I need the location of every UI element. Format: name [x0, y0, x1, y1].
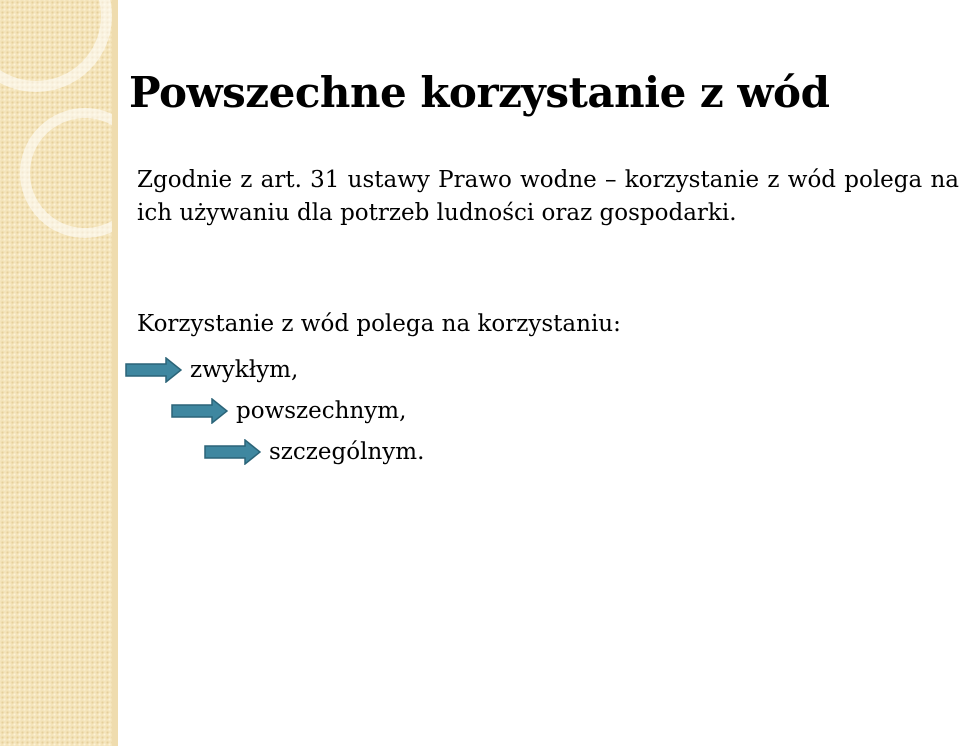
decorative-ring: [20, 108, 118, 238]
list-item-common: [171, 396, 406, 426]
list-heading: Korzystanie z wód polega na korzystaniu:: [137, 311, 621, 337]
list-item-label: szczególnym.: [269, 439, 425, 465]
decorative-ring: [0, 0, 112, 92]
arrow-right-icon: [204, 439, 261, 465]
list-item-ordinary: [125, 355, 298, 385]
list-item-label: zwykłym,: [190, 357, 299, 383]
arrow-right-icon: [125, 357, 182, 383]
slide-title: Powszechne korzystanie z wód: [129, 68, 830, 117]
intro-paragraph: Zgodnie z art. 31 ustawy Prawo wodne – korzystanie z wód polega na ich używaniu dla potrzeb ludności oraz gospodarki.: [137, 167, 959, 226]
arrow-right-icon: [171, 398, 228, 424]
decorative-side-band: [0, 0, 118, 746]
band-edge: [112, 0, 118, 746]
list-item-special: [204, 437, 424, 467]
list-item-label: powszechnym,: [236, 398, 407, 424]
